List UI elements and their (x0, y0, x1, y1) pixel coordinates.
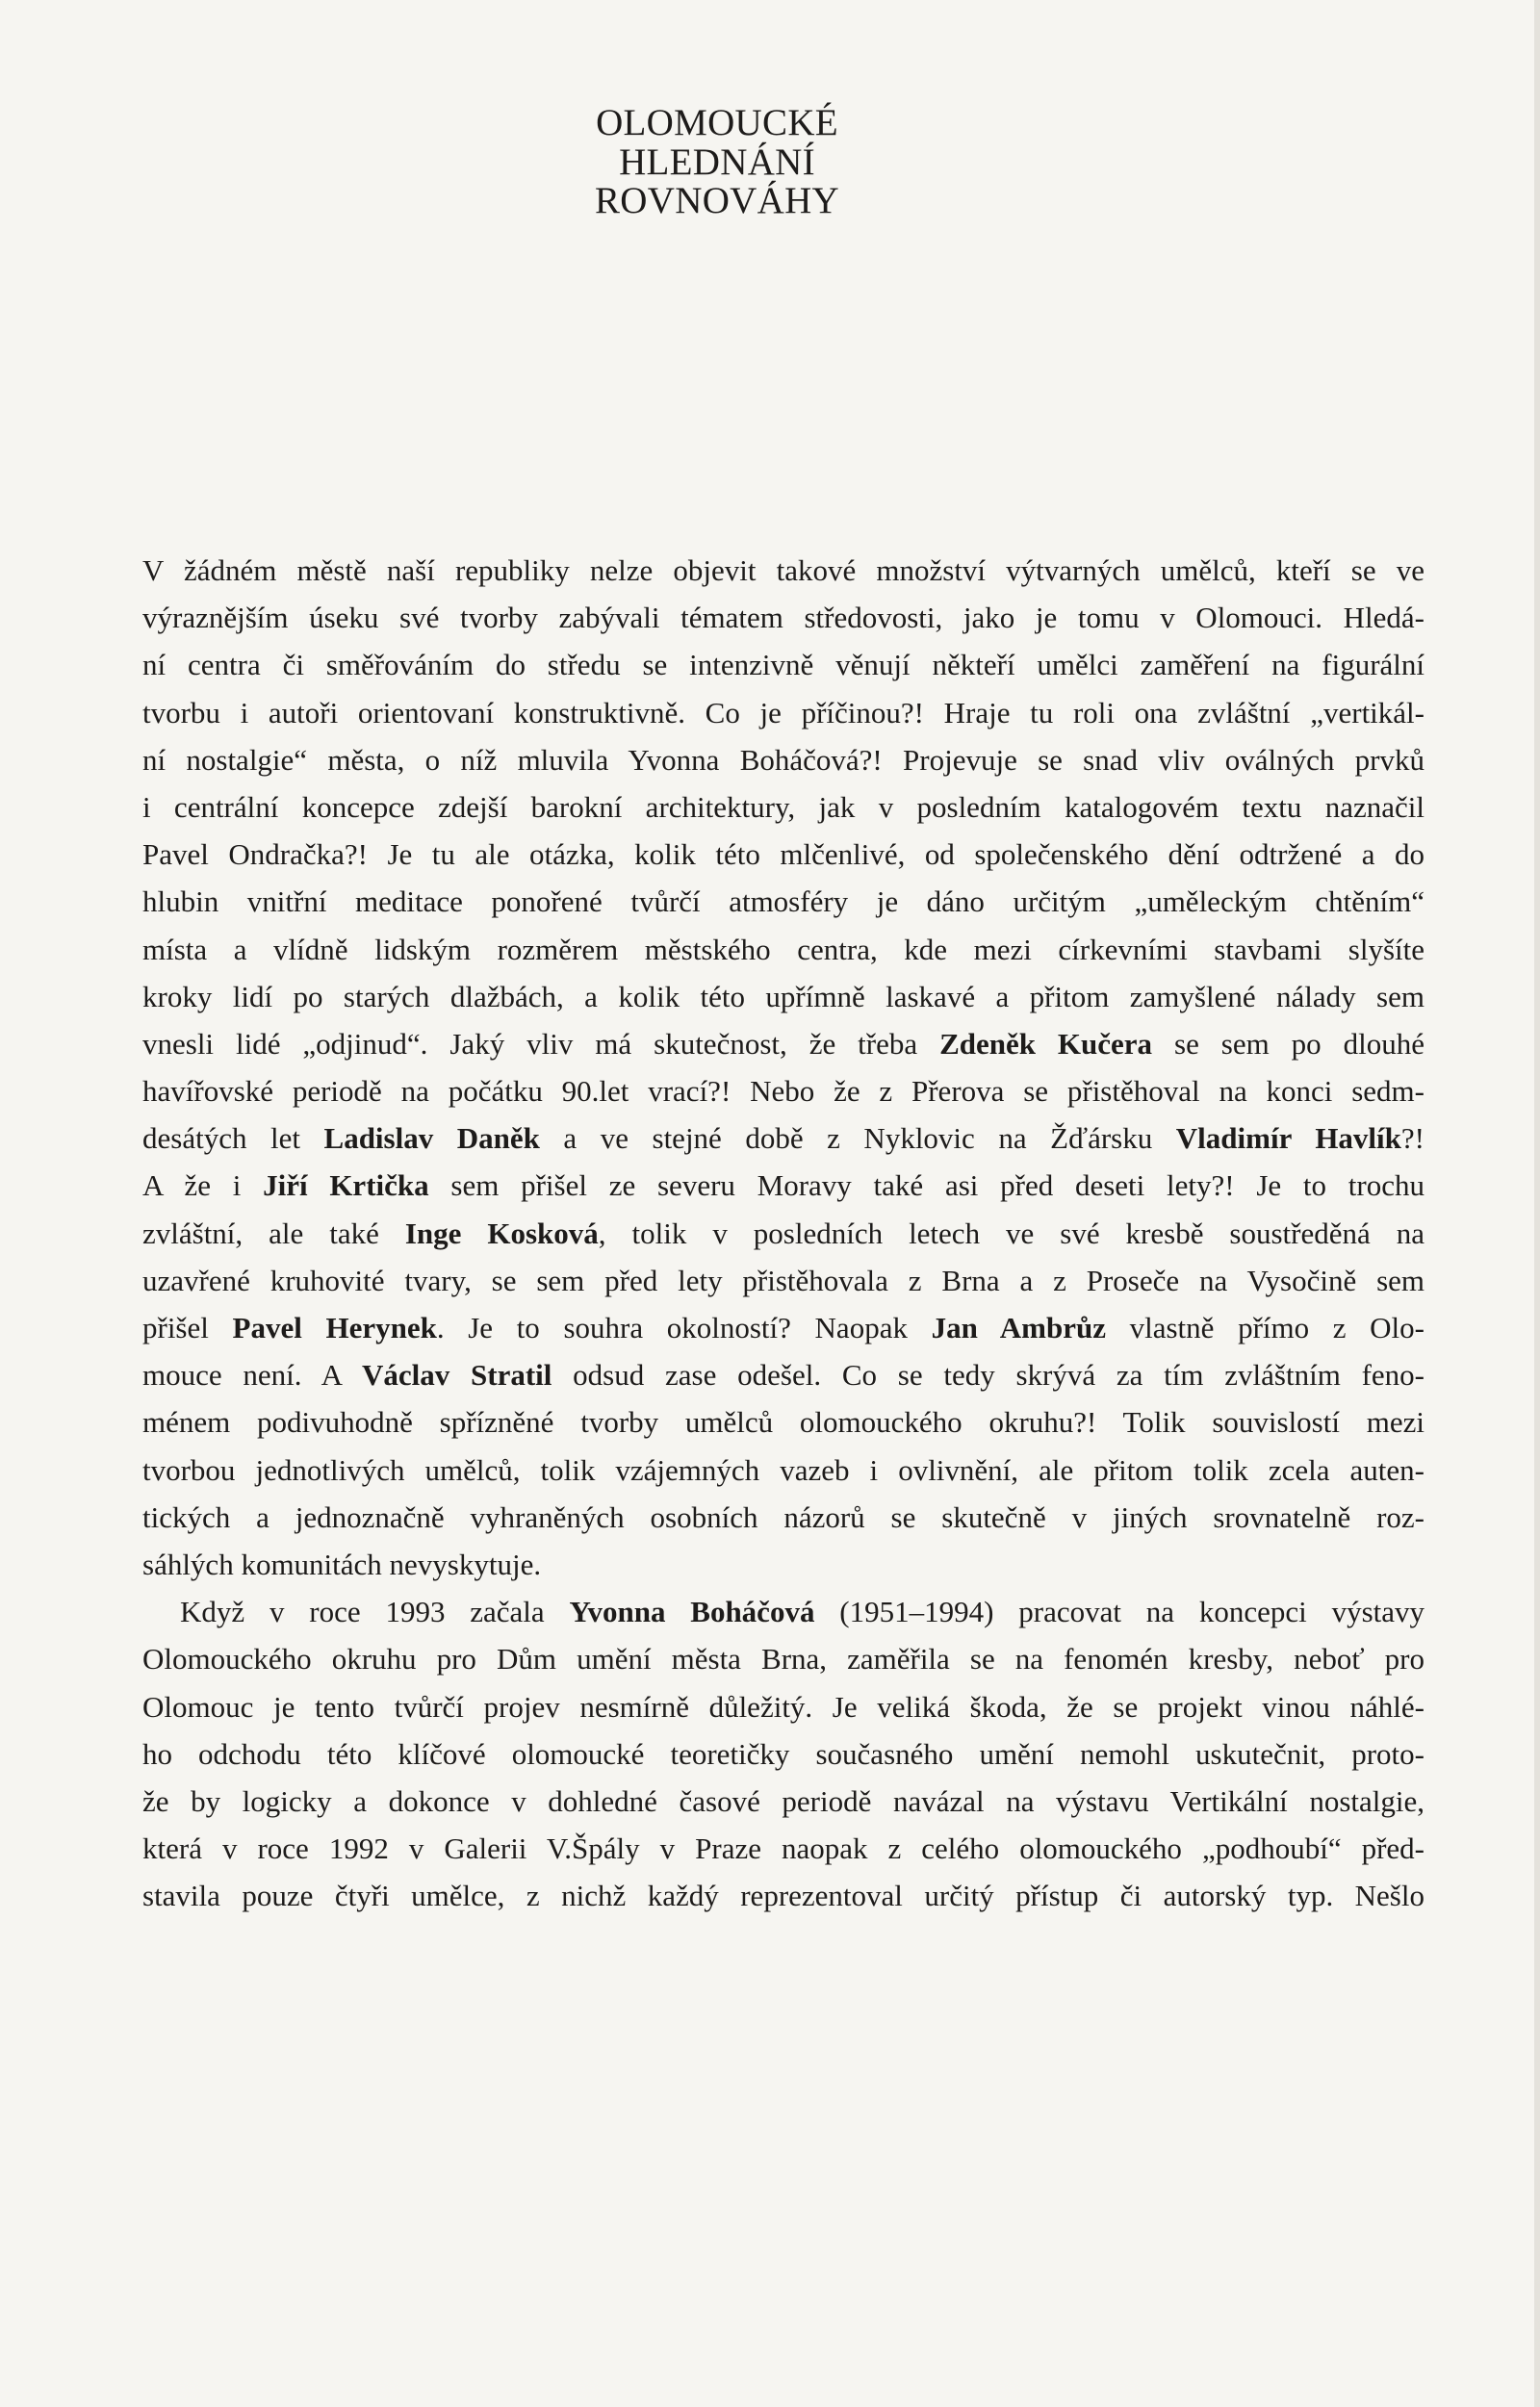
text-segment: místa a vlídně lidským rozměrem městského centra, kde mezi církevními stavbami slyšíte (142, 932, 1424, 966)
text-line (142, 1210, 1424, 1257)
text-segment: že by logicky a dokonce v dohledné časové periodě navázal na výstavu Vertikální nostalgie, (142, 1783, 1424, 1818)
text-segment: desátých let (142, 1121, 324, 1156)
text-segment: (1951–1994) pracovat na koncepci výstavy (814, 1595, 1425, 1629)
text-line (142, 1020, 1424, 1067)
title-line: ROVNOVÁHY (594, 180, 840, 221)
text-line (142, 1257, 1424, 1304)
text-line (142, 1494, 1424, 1541)
text-segment: zvláštní, ale také (142, 1216, 405, 1250)
title-line: OLOMOUCKÉ (596, 102, 838, 143)
text-line (142, 1872, 1424, 1919)
text-segment: kroky lidí po starých dlažbách, a kolik této upřímně laskavé a přitom zamyšlené nálady sem (142, 979, 1424, 1013)
text-line (142, 1304, 1424, 1351)
text-segment: přišel (142, 1311, 233, 1344)
text-line (142, 641, 1424, 688)
text-line (142, 1114, 1424, 1162)
text-line (142, 594, 1424, 641)
text-segment: sáhlých komunitách nevyskytuje. (142, 1547, 542, 1581)
text-segment: výraznějším úseku své tvorby zabývali tématem středovosti, jako je tomu v Olomouci. Hledá- (142, 601, 1424, 635)
text-segment: tických a jednoznačně vyhraněných osobních názorů se skutečně v jiných srovnatelně roz- (142, 1499, 1424, 1534)
text-line (142, 783, 1424, 831)
text-segment: se sem po dlouhé (1152, 1026, 1424, 1061)
text-line (142, 1588, 1424, 1635)
text-segment: ?! (1400, 1121, 1424, 1156)
artist-name: Inge Kosková (404, 1216, 599, 1250)
artist-name: Yvonna Boháčová (569, 1595, 815, 1629)
text-segment: Olomouc je tento tvůrčí projev nesmírně důležitý. Je veliká škoda, že se projekt vinou náhlé- (142, 1689, 1424, 1724)
text-line (142, 1635, 1424, 1682)
text-segment: A že i (142, 1168, 264, 1203)
text-segment: stavila pouze čtyři umělce, z nichž každý reprezentoval určitý přístup či autorský typ. Nešlo (142, 1879, 1424, 1913)
text-line (142, 1541, 1424, 1588)
text-segment: Pavel Ondračka?! Je tu ale otázka, kolik této mlčenlivé, od společenského dění odtržené a do (142, 837, 1424, 872)
text-line (142, 1825, 1424, 1872)
text-segment: uzavřené kruhovité tvary, se sem před lety přistěhovala z Brna a z Proseče na Vysočině sem (142, 1263, 1424, 1297)
text-segment: ménem podivuhodně spřízněné tvorby umělců olomouckého okruhu?! Tolik souvislostí mezi (142, 1405, 1424, 1440)
artist-name: Ladislav Daněk (323, 1121, 540, 1156)
artist-name: Pavel Herynek (232, 1311, 437, 1344)
text-segment: která v roce 1992 v Galerii V.Špály v Praze naopak z celého olomouckého „podhoubí“ před- (142, 1831, 1424, 1866)
artist-name: Jan Ambrůz (931, 1311, 1106, 1344)
text-segment: vlastně přímo z Olo- (1105, 1311, 1424, 1344)
text-segment: tvorbu i autoři orientovaní konstruktivně. Co je příčinou?! Hraje tu roli ona zvláštní „vertikál- (142, 695, 1424, 730)
text-segment: a ve stejné době z Nyklovic na Žďársku (539, 1121, 1176, 1156)
text-segment: ní nostalgie“ města, o níž mluvila Yvonna Boháčová?! Projevuje se snad vliv oválných prvků (142, 742, 1424, 777)
text-line (142, 1730, 1424, 1778)
title-line: HLEDNÁNÍ (619, 141, 815, 183)
text-segment: tvorbou jednotlivých umělců, tolik vzájemných vazeb i ovlivnění, ale přitom tolik zcela auten- (142, 1452, 1424, 1487)
text-line (142, 1778, 1424, 1825)
text-segment: V žádném městě naší republiky nelze objevit takové množství výtvarných umělců, kteří se ve (142, 553, 1424, 587)
text-line (142, 689, 1424, 736)
text-segment: havířovské periodě na počátku 90.let vrací?! Nebo že z Přerova se přistěhoval na konci sedm- (142, 1074, 1424, 1109)
text-segment: sem přišel ze severu Moravy také asi před deseti lety?! Je to trochu (428, 1168, 1424, 1203)
text-segment: . Je to souhra okolností? Naopak (436, 1311, 932, 1344)
text-line (142, 926, 1424, 973)
text-line (142, 1351, 1424, 1398)
text-line (142, 831, 1424, 878)
text-line (142, 1162, 1424, 1209)
text-line (142, 736, 1424, 783)
artist-name: Zdeněk Kučera (939, 1026, 1153, 1061)
text-segment: i centrální koncepce zdejší barokní architektury, jak v posledním katalogovém textu naznačil (142, 789, 1424, 824)
artist-name: Jiří Krtička (263, 1168, 429, 1203)
text-line (142, 1067, 1424, 1114)
artist-name: Václav Stratil (362, 1358, 552, 1393)
text-line (142, 1447, 1424, 1494)
text-line (142, 973, 1424, 1020)
artist-name: Vladimír Havlík (1175, 1121, 1401, 1156)
article-body (142, 547, 1424, 1919)
text-segment: mouce není. A (142, 1358, 363, 1393)
text-line (142, 547, 1424, 594)
text-segment: hlubin vnitřní meditace ponořené tvůrčí atmosféry je dáno určitým „uměleckým chtěním“ (142, 884, 1424, 919)
text-segment: ho odchodu této klíčové olomoucké teoretičky současného umění nemohl uskutečnit, proto- (142, 1736, 1424, 1771)
text-segment: ní centra či směřováním do středu se intenzivně věnují někteří umělci zaměření na figurální (142, 648, 1424, 682)
text-segment: , tolik v posledních letech ve své kresbě soustředěná na (598, 1216, 1424, 1250)
text-segment: Když v roce 1993 začala (180, 1595, 570, 1629)
text-segment: vnesli lidé „odjinud“. Jaký vliv má skutečnost, že třeba (142, 1026, 940, 1061)
text-segment: odsud zase odešel. Co se tedy skrývá za tím zvláštním feno- (552, 1358, 1424, 1393)
text-line (142, 1398, 1424, 1446)
text-line (142, 878, 1424, 925)
page-edge (1534, 0, 1540, 2407)
text-line (142, 1683, 1424, 1730)
article-title (539, 104, 895, 221)
text-segment: Olomouckého okruhu pro Dům umění města Brna, zaměřila se na fenomén kresby, neboť pro (142, 1642, 1424, 1677)
